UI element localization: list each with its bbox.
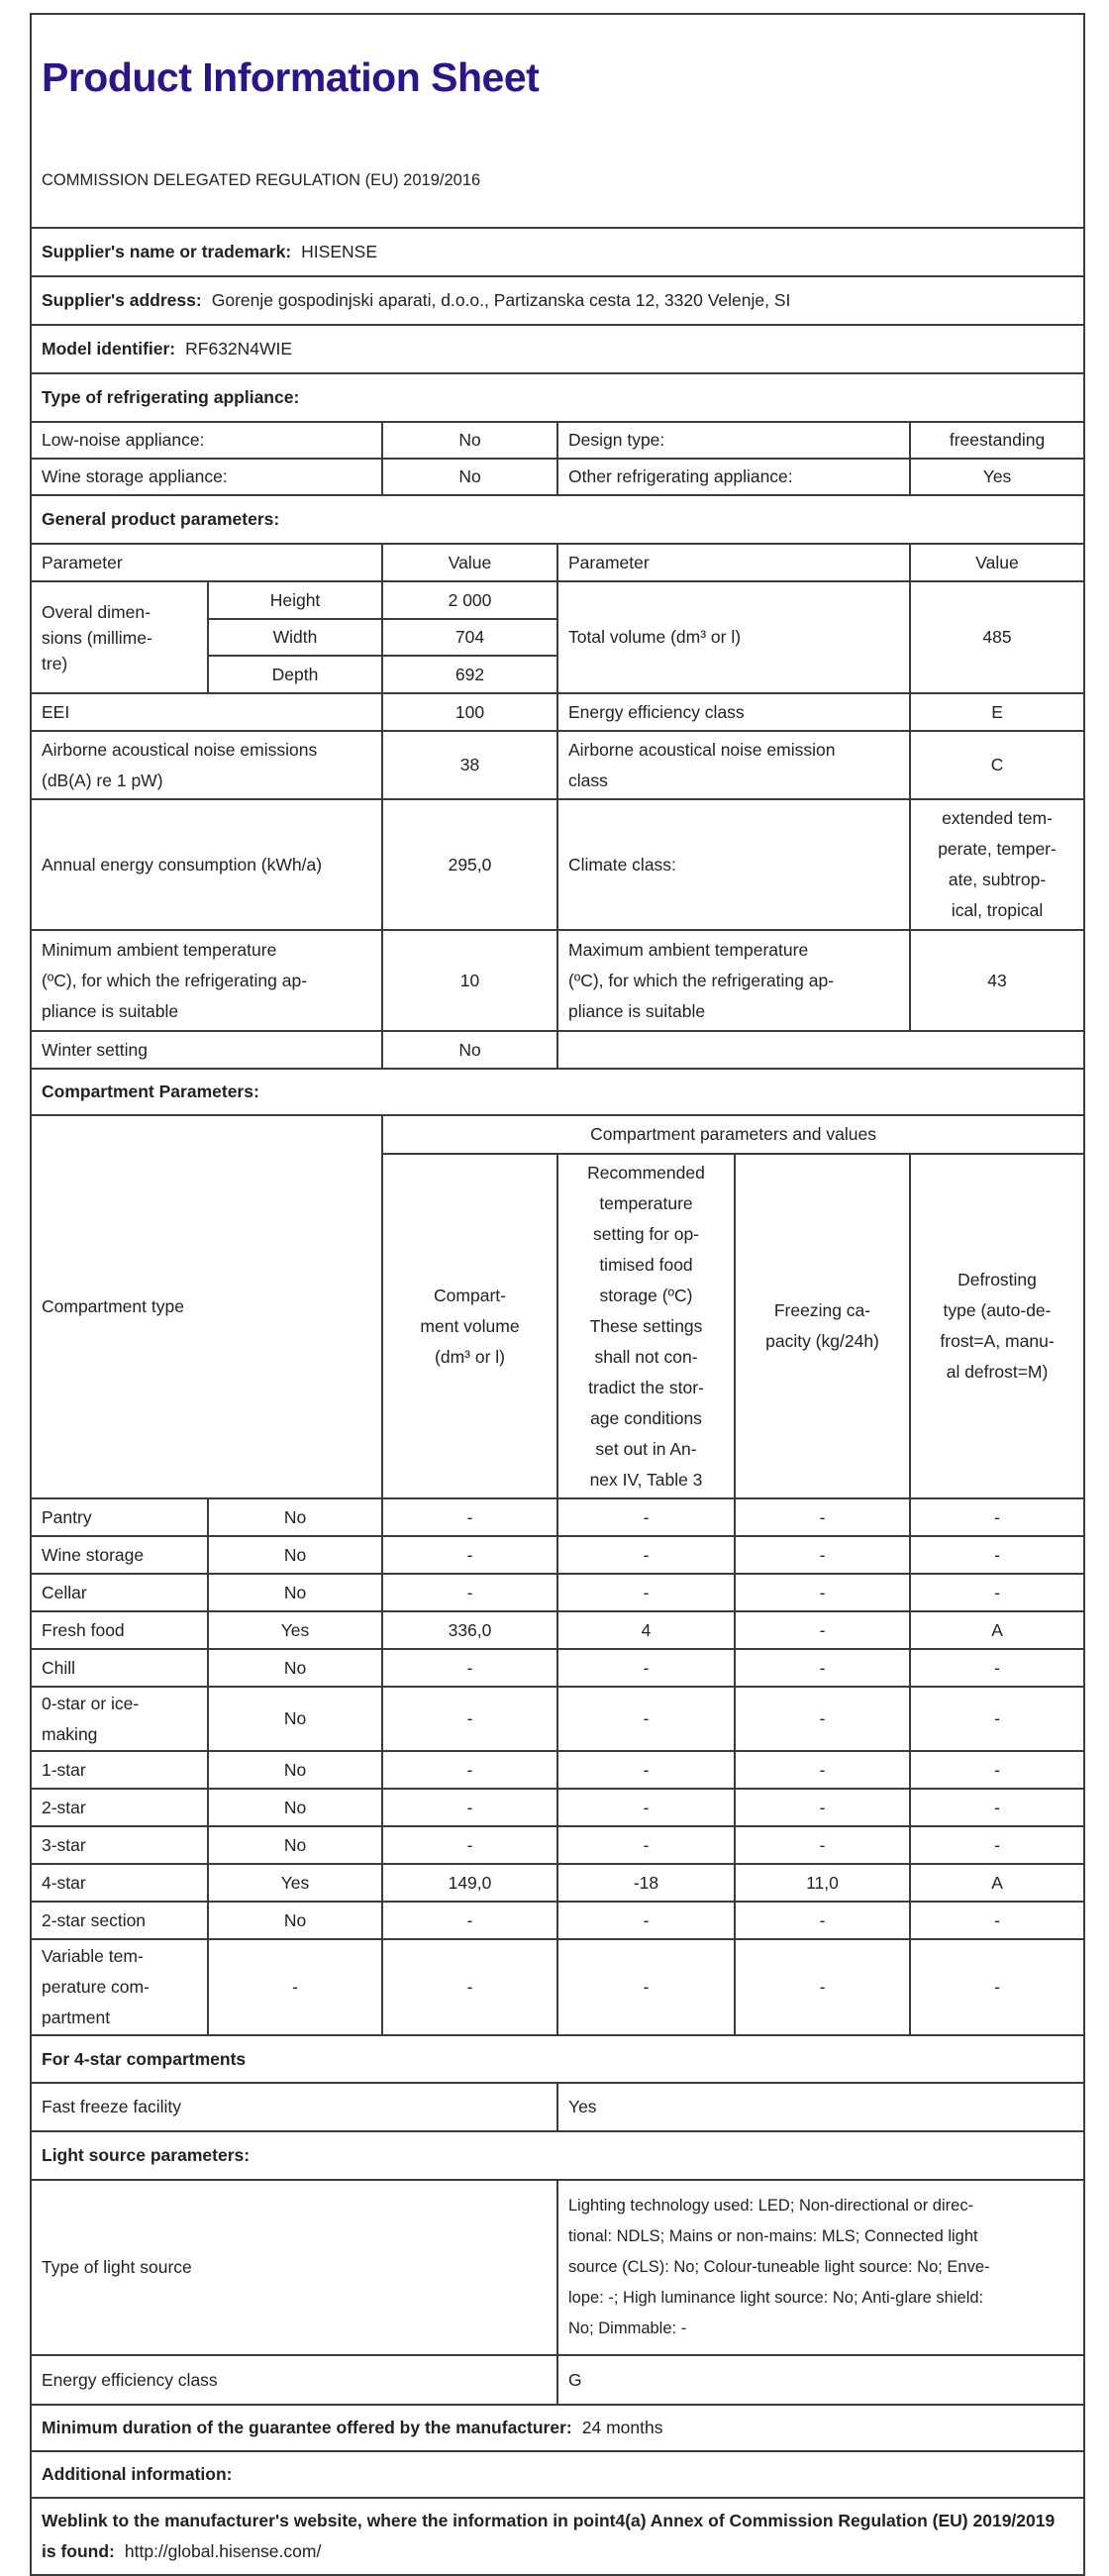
low-noise-value: No [382,422,557,459]
empty-cell [557,1031,1084,1069]
freezing-capacity: - [735,1498,910,1536]
freezing-capacity: - [735,1902,910,1939]
guarantee-label: Minimum duration of the guarantee offered by the manufacturer: [42,2418,572,2437]
compartment-present: No [208,1751,382,1789]
compartment-group-header: Compartment parameters and values [382,1115,1084,1154]
compartment-row [31,1826,1084,1864]
defrosting-type: - [910,1649,1084,1687]
other-appliance-label: Other refrigerating appliance: [557,459,910,495]
noise-value: 38 [382,731,557,799]
compartment-name: 2-star [31,1789,208,1826]
defrosting-type: A [910,1864,1084,1902]
eei-value: 100 [382,693,557,731]
max-ambient-label: Maximum ambient temperature (ºC), for which the refrigerating ap- pliance is suitable [557,930,910,1031]
weblink-label: Weblink to the manufacturer's website, where the information in point4(a) Annex of Commission Regulation (EU) 2019/2019 is found: [42,2511,1056,2561]
recommended-temperature: - [557,1902,735,1939]
supplier-name-value: HISENSE [301,242,377,261]
width-label: Width [208,619,382,656]
model-identifier-value: RF632N4WIE [185,339,293,359]
max-ambient-value: 43 [910,930,1084,1031]
supplier-address-value: Gorenje gospodinjski aparati, d.o.o., Partizanska cesta 12, 3320 Velenje, SI [211,290,791,310]
general-parameters-heading-text: General product parameters: [42,509,280,529]
compartment-present: No [208,1649,382,1687]
compartment-row [31,1789,1084,1826]
compartment-parameters-heading [31,1069,1084,1115]
model-identifier-label: Model identifier: [42,339,176,359]
col-value-right: Value [910,544,1084,581]
light-type-label: Type of light source [31,2180,557,2355]
noise-label: Airborne acoustical noise emissions (dB(A) re 1 pW) [31,731,382,799]
compartment-row [31,1611,1084,1649]
compartment-volume: 336,0 [382,1611,557,1649]
recommended-temperature: - [557,1826,735,1864]
supplier-name-label: Supplier's name or trademark: [42,242,292,261]
compartment-present: No [208,1902,382,1939]
annual-energy-value: 295,0 [382,799,557,930]
col-freezing-capacity: Freezing ca- pacity (kg/24h) [735,1154,910,1498]
defrosting-type: - [910,1498,1084,1536]
wine-storage-label: Wine storage appliance: [31,459,382,495]
compartment-volume: - [382,1687,557,1751]
recommended-temperature: 4 [557,1611,735,1649]
freezing-capacity: 11,0 [735,1864,910,1902]
appliance-type-heading [31,373,1084,422]
compartment-volume: 149,0 [382,1864,557,1902]
defrosting-type: - [910,1574,1084,1611]
design-type-value: freestanding [910,422,1084,459]
annual-energy-label: Annual energy consumption (kWh/a) [31,799,382,930]
col-parameter-left: Parameter [31,544,382,581]
freezing-capacity: - [735,1687,910,1751]
general-parameters-heading [31,495,1084,544]
recommended-temperature: - [557,1498,735,1536]
light-type-value: Lighting technology used: LED; Non-directional or direc- tional: NDLS; Mains or non-mains: MLS; Connected light source (CLS): No; Colour-tuneable light source: No; Enve- lope: -; High luminance light source: No; Anti-glare shield: No; Dimmable: - [557,2180,1084,2355]
compartment-volume: - [382,1902,557,1939]
supplier-name-row [31,228,1084,276]
compartment-volume: - [382,1498,557,1536]
compartment-row [31,1536,1084,1574]
compartment-present: No [208,1498,382,1536]
noise-class-label: Airborne acoustical noise emission class [557,731,910,799]
total-volume-label: Total volume (dm³ or l) [557,581,910,693]
recommended-temperature: - [557,1939,735,2035]
compartment-row [31,1751,1084,1789]
winter-setting-value: No [382,1031,557,1069]
compartment-present: No [208,1687,382,1751]
four-star-heading [31,2035,1084,2083]
compartment-name: 2-star section [31,1902,208,1939]
compartment-row [31,1498,1084,1536]
freezing-capacity: - [735,1751,910,1789]
compartment-name: Chill [31,1649,208,1687]
compartment-volume: - [382,1939,557,2035]
defrosting-type: - [910,1536,1084,1574]
height-value: 2 000 [382,581,557,619]
freezing-capacity: - [735,1574,910,1611]
freezing-capacity: - [735,1939,910,2035]
compartment-name: 0-star or ice- making [31,1687,208,1751]
depth-value: 692 [382,656,557,693]
compartment-name: Wine storage [31,1536,208,1574]
freezing-capacity: - [735,1789,910,1826]
defrosting-type: - [910,1751,1084,1789]
compartment-row [31,1649,1084,1687]
total-volume-value: 485 [910,581,1084,693]
recommended-temperature: - [557,1574,735,1611]
guarantee-row [31,2405,1084,2451]
depth-label: Depth [208,656,382,693]
compartment-volume: - [382,1574,557,1611]
recommended-temperature: - [557,1789,735,1826]
guarantee-value: 24 months [581,2418,663,2437]
light-source-heading [31,2131,1084,2180]
compartment-row [31,1574,1084,1611]
freezing-capacity: - [735,1611,910,1649]
climate-class-label: Climate class: [557,799,910,930]
page-title: Product Information Sheet [42,54,540,100]
model-identifier-row [31,325,1084,373]
compartment-row [31,1939,1084,2035]
min-ambient-label: Minimum ambient temperature (ºC), for which the refrigerating ap- pliance is suitable [31,930,382,1031]
defrosting-type: A [910,1611,1084,1649]
compartment-type-header: Compartment type [31,1115,382,1498]
freezing-capacity: - [735,1649,910,1687]
compartment-name: 3-star [31,1826,208,1864]
compartment-parameters-heading-text: Compartment Parameters: [42,1082,259,1101]
compartment-name: Pantry [31,1498,208,1536]
col-value-left: Value [382,544,557,581]
compartment-present: No [208,1536,382,1574]
additional-info-heading-text: Additional information: [42,2464,233,2484]
product-information-sheet [30,13,1085,2576]
defrosting-type: - [910,1939,1084,2035]
defrosting-type: - [910,1902,1084,1939]
weblink-value[interactable]: http://global.hisense.com/ [124,2541,322,2561]
weblink-row [31,2498,1084,2575]
compartment-volume: - [382,1789,557,1826]
four-star-heading-text: For 4-star compartments [42,2048,247,2069]
supplier-address-label: Supplier's address: [42,290,202,310]
min-ambient-value: 10 [382,930,557,1031]
compartment-volume: - [382,1826,557,1864]
recommended-temperature: -18 [557,1864,735,1902]
compartment-volume: - [382,1536,557,1574]
compartment-row [31,1687,1084,1751]
energy-class-value: E [910,693,1084,731]
compartment-row [31,1902,1084,1939]
compartment-present: Yes [208,1864,382,1902]
col-defrosting-type: Defrosting type (auto-de- frost=A, manu- al defrost=M) [910,1154,1084,1498]
header-cell [31,14,1084,228]
noise-class-value: C [910,731,1084,799]
compartment-volume: - [382,1649,557,1687]
low-noise-label: Low-noise appliance: [31,422,382,459]
compartment-present: No [208,1789,382,1826]
compartment-name: Fresh food [31,1611,208,1649]
height-label: Height [208,581,382,619]
col-parameter-right: Parameter [557,544,910,581]
wine-storage-value: No [382,459,557,495]
appliance-type-heading-text: Type of refrigerating appliance: [42,387,300,407]
light-eec-value: G [557,2355,1084,2405]
recommended-temperature: - [557,1536,735,1574]
defrosting-type: - [910,1789,1084,1826]
freezing-capacity: - [735,1536,910,1574]
col-recommended-temperature: Recommended temperature setting for op- timised food storage (ºC) These settings shall not con- tradict the stor- age conditions set out in An- nex IV, Table 3 [557,1154,735,1498]
recommended-temperature: - [557,1751,735,1789]
col-compartment-volume: Compart- ment volume (dm³ or l) [382,1154,557,1498]
compartment-name: 1-star [31,1751,208,1789]
defrosting-type: - [910,1687,1084,1751]
winter-setting-label: Winter setting [31,1031,382,1069]
compartment-present: No [208,1574,382,1611]
compartment-name: Variable tem- perature com- partment [31,1939,208,2035]
recommended-temperature: - [557,1687,735,1751]
supplier-address-row [31,276,1084,325]
design-type-label: Design type: [557,422,910,459]
recommended-temperature: - [557,1649,735,1687]
compartment-name: 4-star [31,1864,208,1902]
compartment-name: Cellar [31,1574,208,1611]
compartment-present: No [208,1826,382,1864]
width-value: 704 [382,619,557,656]
compartment-present: Yes [208,1611,382,1649]
energy-class-label: Energy efficiency class [557,693,910,731]
defrosting-type: - [910,1826,1084,1864]
other-appliance-value: Yes [910,459,1084,495]
additional-info-heading [31,2451,1084,2498]
compartment-volume: - [382,1751,557,1789]
compartment-present: - [208,1939,382,2035]
eei-label: EEI [31,693,382,731]
light-eec-label: Energy efficiency class [31,2355,557,2405]
freezing-capacity: - [735,1826,910,1864]
fast-freeze-value: Yes [557,2083,1084,2131]
light-source-heading-text: Light source parameters: [42,2145,251,2165]
dimensions-label: Overal dimen- sions (millime- tre) [31,581,208,693]
regulation-reference: COMMISSION DELEGATED REGULATION (EU) 2019/2016 [42,171,481,189]
compartment-row [31,1864,1084,1902]
climate-class-value: extended tem- perate, temper- ate, subtrop- ical, tropical [910,799,1084,930]
fast-freeze-label: Fast freeze facility [31,2083,557,2131]
